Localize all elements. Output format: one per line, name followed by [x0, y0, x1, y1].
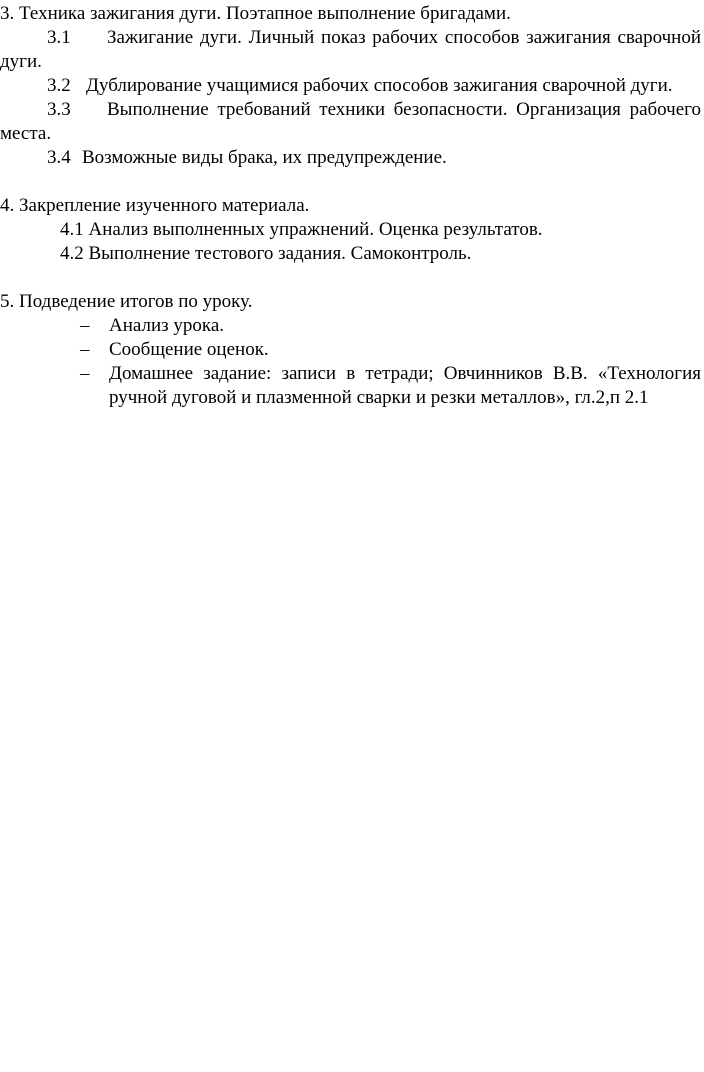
item-3-3-number: 3.3 [47, 99, 71, 120]
summary-list [0, 314, 701, 410]
item-3-2-text: Дублирование учащимися рабочих способов зажигания сварочной дуги. [86, 75, 673, 96]
section-4-heading: 4. Закрепление изученного материала. [0, 195, 310, 216]
item-4-2: 4.2 Выполнение тестового задания. Самоконтроль. [60, 243, 472, 264]
document-page [0, 2, 701, 410]
list-item [0, 314, 701, 338]
list-item-text: Домашнее задание: записи в тетради; Овчинников В.В. «Технология ручной дуговой и плазменной сварки и резки металлов», гл.2,п 2.1 [109, 363, 701, 408]
item-3-1-number: 3.1 [47, 27, 71, 48]
item-4-1: 4.1 Анализ выполненных упражнений. Оценка результатов. [60, 219, 543, 240]
item-3-4-number: 3.4 [47, 147, 71, 168]
list-item-text: Анализ урока. [109, 315, 225, 336]
item-3-1-text: Зажигание дуги. Личный показ рабочих способов зажигания сварочной дуги. [0, 27, 701, 72]
dash-bullet-icon: – [80, 315, 90, 336]
item-3-4 [0, 146, 701, 170]
list-item [0, 362, 701, 410]
list-item-text: Сообщение оценок. [109, 339, 269, 360]
section-3-heading: 3. Техника зажигания дуги. Поэтапное выполнение бригадами. [0, 3, 511, 24]
item-3-1 [0, 26, 701, 74]
section-5-heading: 5. Подведение итогов по уроку. [0, 291, 253, 312]
spacer [0, 170, 701, 194]
item-3-4-text: Возможные виды брака, их предупреждение. [82, 147, 447, 168]
item-3-3 [0, 98, 701, 146]
item-3-2 [0, 74, 701, 98]
item-3-3-text: Выполнение требований техники безопасности. Организация рабочего места. [0, 99, 701, 144]
list-item [0, 338, 701, 362]
spacer [0, 266, 701, 290]
dash-bullet-icon: – [80, 363, 90, 384]
dash-bullet-icon: – [80, 339, 90, 360]
item-3-2-number: 3.2 [47, 75, 71, 96]
